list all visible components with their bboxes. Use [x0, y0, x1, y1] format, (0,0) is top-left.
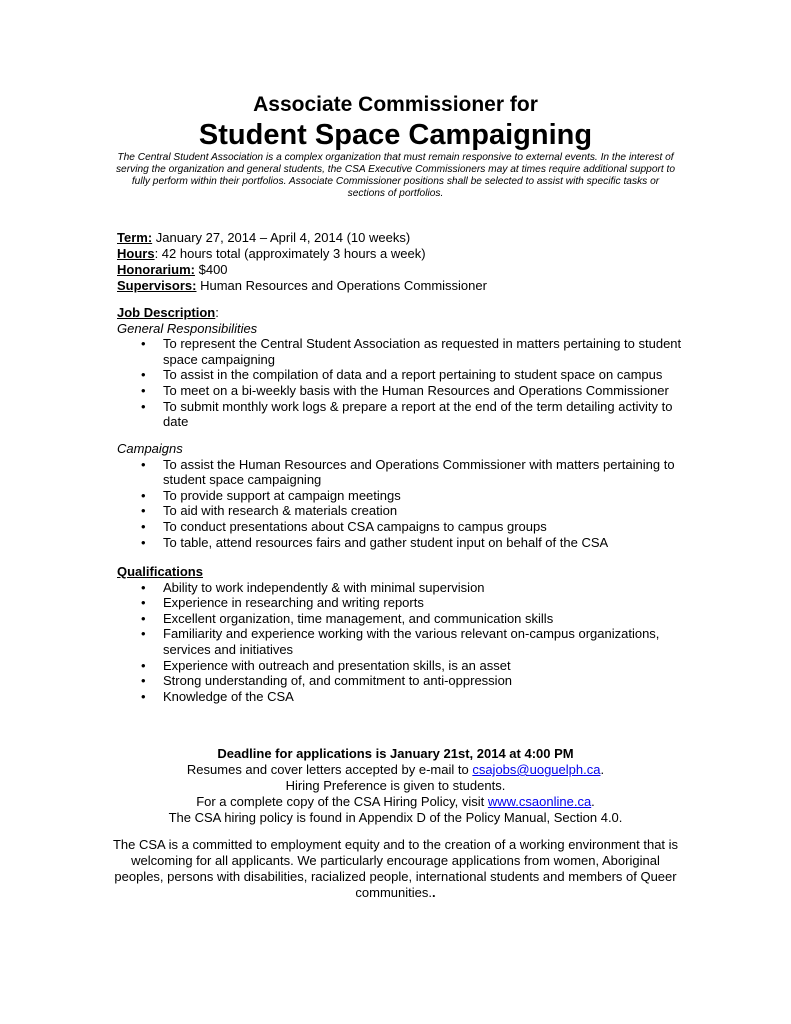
job-description-section [117, 305, 697, 430]
general-responsibility-item: • To submit monthly work logs & prepare a report at the end of the term detailing activity to date [117, 399, 697, 430]
term-row [117, 230, 717, 246]
supervisors-label: Supervisors: [117, 278, 197, 293]
equity-period: . [431, 885, 436, 900]
campaigns-list [117, 457, 697, 551]
general-responsibility-item: • To meet on a bi-weekly basis with the Human Resources and Operations Commissioner [117, 383, 697, 399]
supervisors-value: Human Resources and Operations Commissioner [196, 278, 487, 293]
deadline-block [0, 746, 791, 826]
page-title: Student Space Campaigning [198, 119, 593, 151]
policy-manual-line: The CSA hiring policy is found in Appendix D of the Policy Manual, Section 4.0. [168, 810, 623, 825]
honorarium-value: $400 [195, 262, 228, 277]
campaign-item: • To aid with research & materials creation [117, 503, 697, 519]
general-responsibility-item: • To assist in the compilation of data and a report pertaining to student space on campus [117, 367, 697, 383]
resume-prefix: Resumes and cover letters accepted by e-mail to [186, 762, 473, 777]
general-responsibilities-list [117, 336, 697, 430]
term-value: January 27, 2014 – April 4, 2014 (10 weeks) [152, 230, 411, 245]
campaigns-section [117, 441, 697, 550]
supervisors-row [117, 278, 717, 294]
qualification-item: • Excellent organization, time management, and communication skills [117, 611, 697, 627]
hours-label: Hours [117, 246, 155, 261]
campaign-item: • To table, attend resources fairs and gather student input on behalf of the CSA [117, 535, 697, 551]
deadline-line: Deadline for applications is January 21st, 2014 at 4:00 PM [217, 746, 574, 761]
website-link[interactable]: www.csaonline.ca [487, 794, 592, 809]
campaign-item: • To assist the Human Resources and Operations Commissioner with matters pertaining to student space campaigning [117, 457, 697, 488]
campaign-item: • To provide support at campaign meetings [117, 488, 697, 504]
qualification-item: • Ability to work independently & with minimal supervision [117, 580, 697, 596]
hours-row [117, 246, 717, 262]
general-responsibilities-label: General Responsibilities [117, 320, 258, 336]
email-link[interactable]: csajobs@uoguelph.ca [472, 762, 601, 777]
qualifications-list [117, 580, 697, 705]
policy-prefix: For a complete copy of the CSA Hiring Policy, visit [196, 794, 488, 809]
honorarium-row [117, 262, 717, 278]
job-description-colon: : [215, 305, 219, 320]
campaign-item: • To conduct presentations about CSA campaigns to campus groups [117, 519, 697, 535]
resume-suffix: . [600, 762, 605, 777]
policy-line [0, 794, 791, 810]
qualification-item: • Knowledge of the CSA [117, 689, 697, 705]
qualifications-section [117, 564, 697, 704]
intro-paragraph: The Central Student Association is a complex organization that must remain responsive to external events. In the interest of serving the organization and general students, the CSA Executive Commissioners may at times require additional support to fully perform within their portfolios. Associate Commissioner positions shall be selected to assist with specific tasks or sections of portfolios. [115, 152, 676, 199]
qualification-item: • Experience with outreach and presentation skills, is an asset [117, 658, 697, 674]
equity-statement [110, 837, 681, 901]
qualification-item: • Strong understanding of, and commitment to anti-oppression [117, 673, 697, 689]
job-description-heading: Job Description [117, 305, 216, 320]
qualification-item: • Familiarity and experience working with the various relevant on-campus organizations, services and initiatives [117, 626, 697, 657]
equity-text: The CSA is a committed to employment equity and to the creation of a working environment that is welcoming for all applicants. We particularly encourage applications from women, Aboriginal peoples, persons with disabilities, racialized people, international students and members of Queer communities. [112, 837, 679, 900]
campaigns-label: Campaigns [117, 441, 183, 456]
hours-value: : 42 hours total (approximately 3 hours a week) [154, 246, 426, 261]
hiring-preference-line: Hiring Preference is given to students. [285, 778, 506, 793]
title-line-1: Associate Commissioner for [253, 93, 538, 116]
policy-suffix: . [591, 794, 595, 809]
qualifications-heading: Qualifications [117, 564, 203, 579]
general-responsibility-item: • To represent the Central Student Association as requested in matters pertaining to student space campaigning [117, 336, 697, 367]
qualification-item: • Experience in researching and writing reports [117, 595, 697, 611]
resume-line [0, 762, 791, 778]
term-label: Term: [117, 230, 153, 245]
honorarium-label: Honorarium: [117, 262, 195, 277]
